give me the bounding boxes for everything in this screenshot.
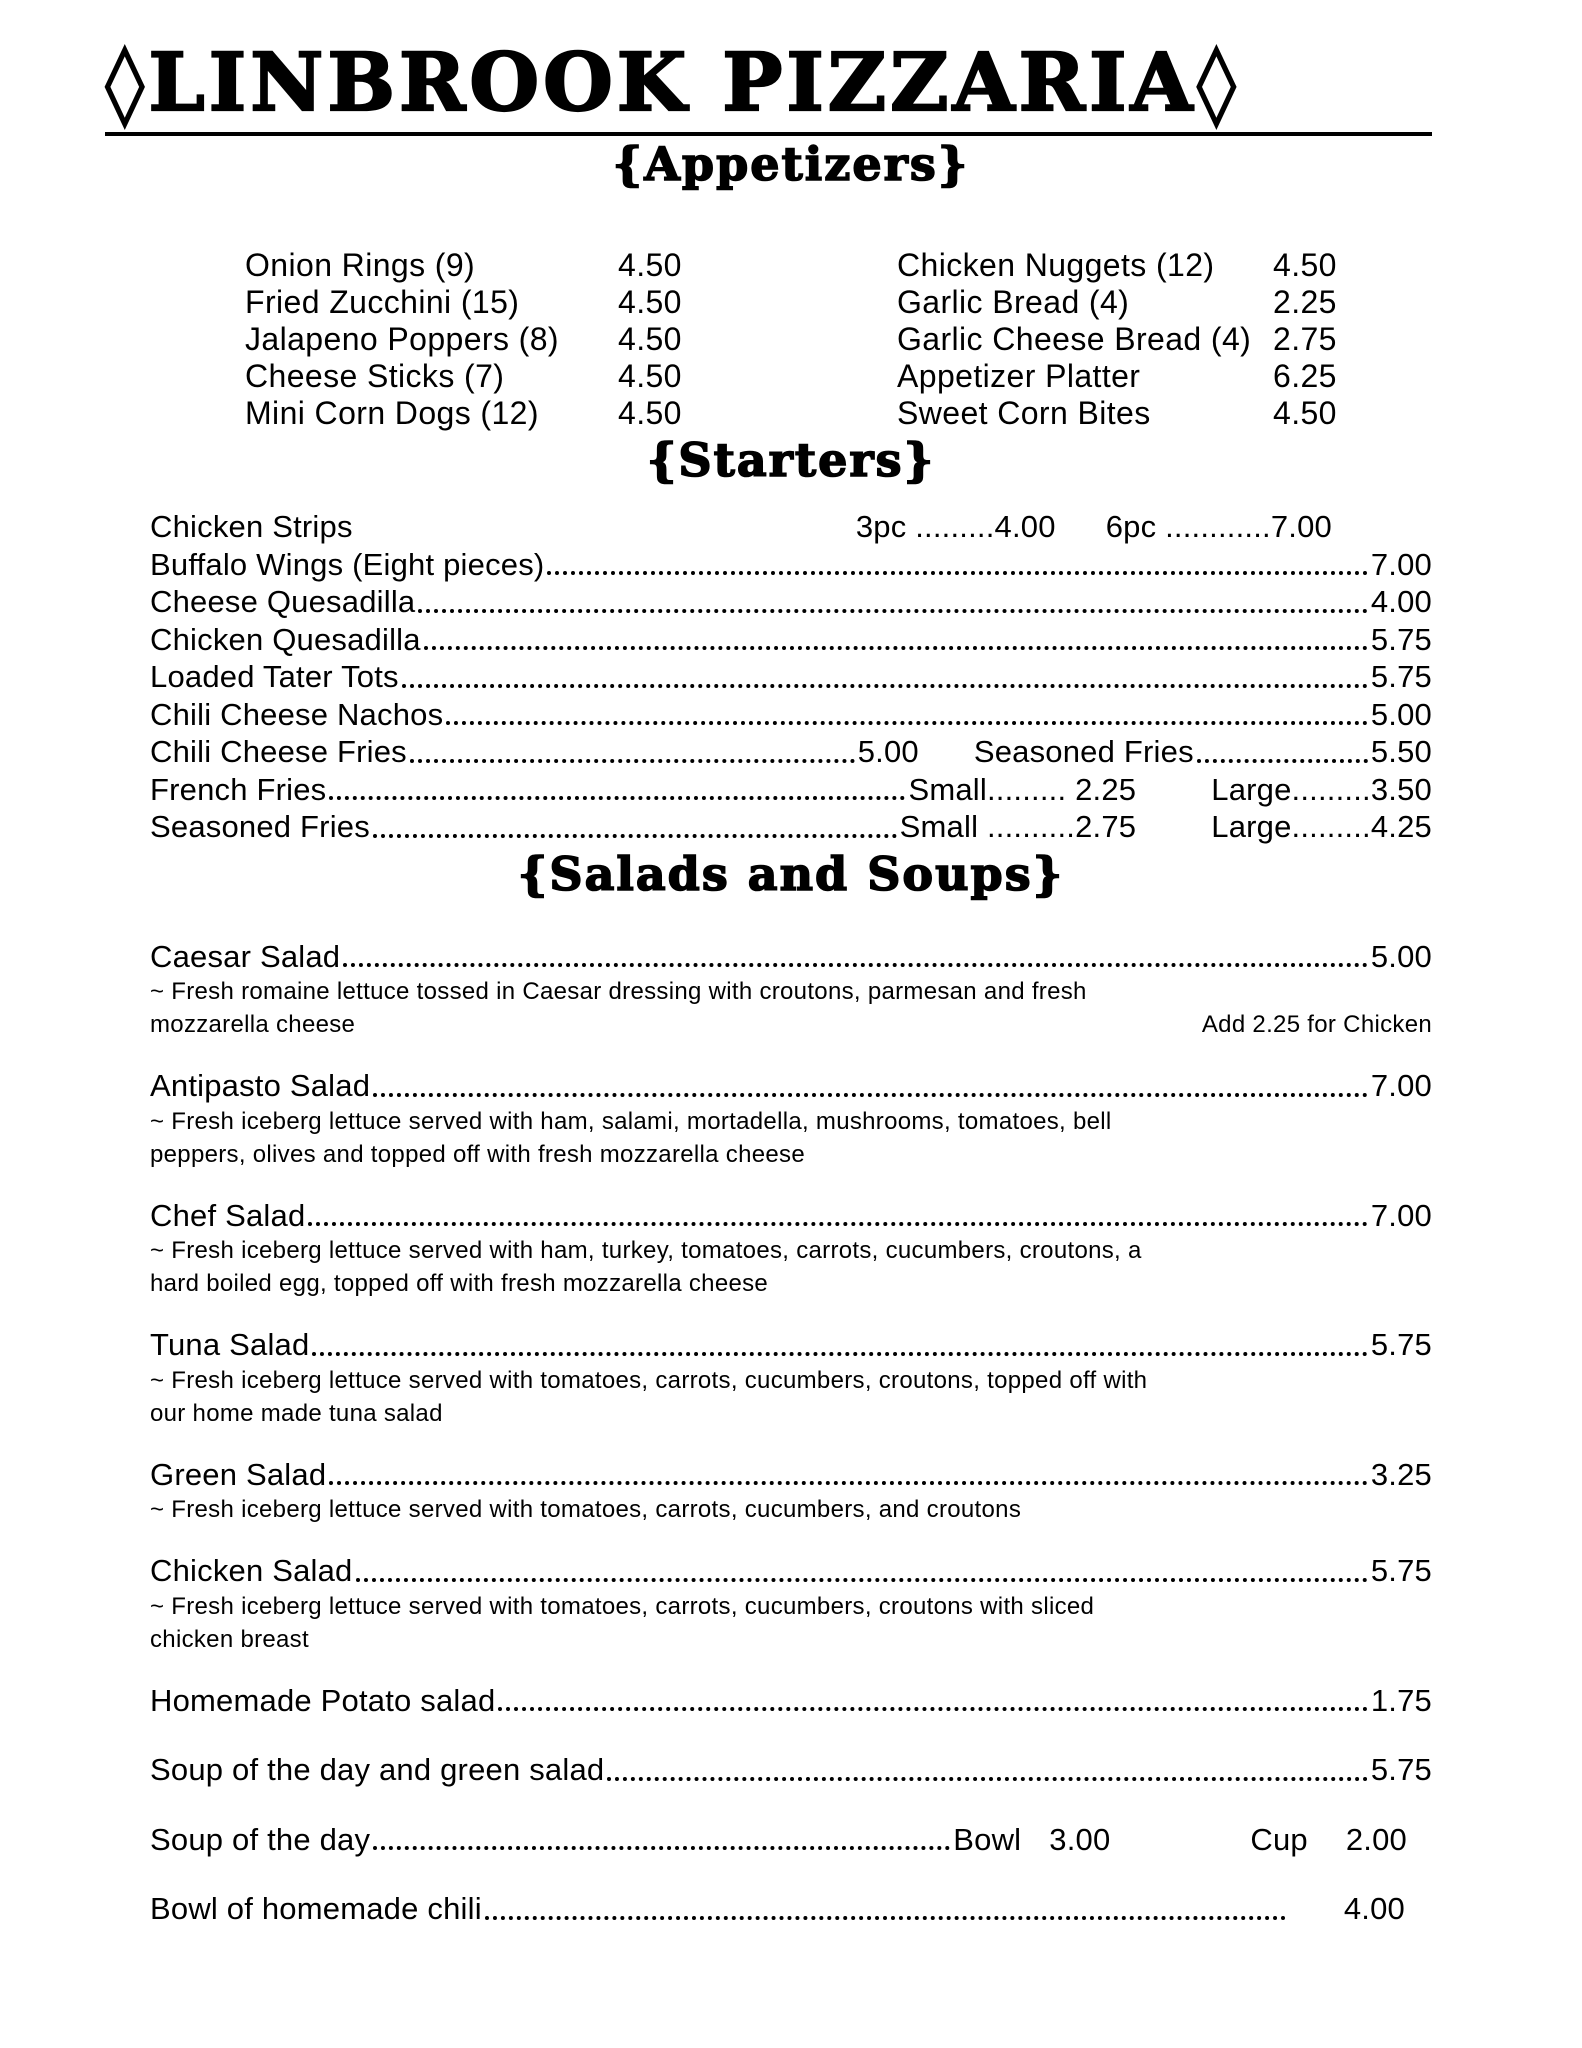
dot-leader	[356, 1578, 1368, 1582]
menu-text: Soup of the day and green salad	[150, 1752, 605, 1787]
item-name: Onion Rings (9)	[245, 247, 476, 283]
dot-leader	[308, 1222, 1367, 1226]
appetizer-row	[897, 358, 1359, 395]
menu-text: French Fries	[150, 771, 327, 807]
soups-extras-list	[150, 1682, 1432, 1928]
menu-text: 5.75	[1370, 1553, 1432, 1588]
menu-line	[150, 808, 1432, 846]
item-description	[150, 1008, 1432, 1041]
menu-text: 5.00	[1370, 696, 1432, 732]
menu-text: 5.75	[1370, 621, 1432, 657]
section-heading-appetizers: {Appetizers}	[612, 137, 970, 191]
dot-leader	[410, 759, 855, 763]
menu-text: Chicken Quesadilla	[150, 621, 421, 657]
item-description	[150, 1397, 1432, 1430]
starters-list	[150, 508, 1432, 846]
menu-line	[150, 733, 1432, 771]
appetizer-row	[897, 321, 1359, 358]
menu-text: Buffalo Wings (Eight pieces)	[150, 546, 545, 582]
dot-leader	[312, 1352, 1367, 1356]
item-description	[150, 1105, 1432, 1138]
appetizer-row	[897, 284, 1359, 321]
dot-leader	[547, 571, 1367, 575]
menu-text: 4.00	[1370, 584, 1432, 619]
menu-text: Chicken Strips	[150, 509, 353, 544]
menu-text: 3.00	[1049, 1821, 1111, 1857]
menu-text: 2.00	[1345, 1821, 1407, 1857]
item-name: Appetizer Platter	[897, 358, 1141, 394]
menu-line	[150, 658, 1432, 696]
menu-line	[150, 1067, 1432, 1105]
item-price: 4.50	[618, 395, 682, 431]
item-price: 4.50	[618, 358, 682, 394]
menu-text: Cup	[1250, 1821, 1308, 1857]
item-price: 4.50	[618, 247, 682, 283]
menu-text: 7.00	[1370, 546, 1432, 582]
menu-text: 5.75	[1370, 659, 1432, 694]
menu-line	[150, 771, 1432, 809]
dot-leader	[607, 1777, 1368, 1781]
menu-text: 3pc .........4.00	[855, 509, 1056, 544]
menu-text: Large.........4.25	[1211, 809, 1432, 844]
item-description	[150, 975, 1432, 1008]
menu-text: 3.25	[1370, 1456, 1432, 1492]
dot-leader	[373, 1846, 950, 1850]
menu-text: Chili Cheese Nachos	[150, 696, 444, 732]
description-text: ~ Fresh iceberg lettuce served with ham, salami, mortadella, mushrooms, tomatoes, bell	[150, 1107, 1112, 1135]
menu-text: Green Salad	[150, 1456, 327, 1492]
appetizer-row	[245, 395, 703, 432]
dot-leader	[343, 963, 1368, 967]
dot-leader	[498, 1707, 1367, 1711]
menu-text: 7.00	[1370, 1068, 1432, 1103]
item-description	[150, 1623, 1432, 1656]
menu-line	[150, 1456, 1432, 1494]
menu-text: Caesar Salad	[150, 938, 341, 974]
menu-line	[150, 1890, 1432, 1928]
menu-text: 7.00	[1370, 1197, 1432, 1233]
menu-text: Tuna Salad	[150, 1327, 310, 1362]
item-name: Cheese Sticks (7)	[245, 358, 505, 394]
dot-leader	[373, 1093, 1368, 1097]
item-name: Jalapeno Poppers (8)	[245, 321, 559, 357]
item-name: Mini Corn Dogs (12)	[245, 395, 539, 431]
dot-leader	[485, 1916, 1286, 1920]
appetizers-right-column	[897, 247, 1359, 432]
dot-leader	[373, 834, 897, 838]
menu-text: 6pc ............7.00	[1105, 509, 1332, 544]
item-name: Chicken Nuggets (12)	[897, 247, 1215, 283]
item-price: 4.50	[618, 284, 682, 320]
menu-text: Seasoned Fries	[150, 809, 370, 844]
item-name: Garlic Cheese Bread (4)	[897, 321, 1252, 357]
menu-line	[150, 1682, 1432, 1720]
price-note: Add 2.25 for Chicken	[1201, 1011, 1432, 1038]
salad-item	[150, 1456, 1432, 1527]
salad-item	[150, 938, 1432, 1042]
appetizers-left-column	[245, 247, 703, 432]
diamond-icon: ◊	[105, 35, 149, 129]
menu-line	[150, 621, 1432, 659]
appetizer-row	[245, 358, 703, 395]
menu-text: Bowl of homemade chili	[150, 1891, 482, 1926]
menu-text: Chicken Salad	[150, 1553, 353, 1588]
item-description	[150, 1364, 1432, 1397]
description-text: peppers, olives and topped off with fresh mozzarella cheese	[150, 1140, 805, 1168]
appetizer-row	[897, 395, 1359, 432]
restaurant-title	[105, 36, 1432, 136]
menu-line	[150, 1326, 1432, 1364]
section-heading-salads-soups: {Salads and Soups}	[517, 846, 1065, 901]
item-name: Garlic Bread (4)	[897, 284, 1130, 320]
salad-item	[150, 1197, 1432, 1301]
item-price: 4.50	[1273, 247, 1337, 283]
salads-list	[150, 938, 1432, 1656]
appetizer-row	[245, 284, 703, 321]
item-name: Sweet Corn Bites	[897, 395, 1151, 431]
dot-leader	[418, 609, 1368, 613]
item-price: 2.25	[1273, 284, 1337, 320]
menu-text: 1.75	[1370, 1682, 1432, 1718]
menu-text: 5.75	[1370, 1752, 1432, 1787]
menu-text: Soup of the day	[150, 1821, 371, 1857]
menu-line	[150, 546, 1432, 584]
appetizer-row	[245, 321, 703, 358]
item-name: Fried Zucchini (15)	[245, 284, 520, 320]
description-text: ~ Fresh iceberg lettuce served with tomatoes, carrots, cucumbers, and croutons	[150, 1496, 1022, 1523]
menu-text: Large.........3.50	[1211, 771, 1432, 807]
item-description	[150, 1138, 1432, 1171]
menu-text: Antipasto Salad	[150, 1068, 371, 1103]
menu-text: Loaded Tater Tots	[150, 659, 399, 694]
appetizer-row	[245, 247, 703, 284]
menu-text: Seasoned Fries	[973, 734, 1194, 769]
menu-text: 4.00	[1343, 1891, 1405, 1926]
menu-text: Small......... 2.25	[908, 771, 1137, 807]
salad-item	[150, 1552, 1432, 1656]
description-text: our home made tuna salad	[150, 1399, 443, 1427]
dot-leader	[402, 684, 1368, 688]
salad-item	[150, 1067, 1432, 1171]
restaurant-title-text: LINBROOK PIZZARIA	[148, 35, 1197, 129]
menu-line	[150, 938, 1432, 976]
dot-leader	[1197, 759, 1368, 763]
menu-line	[150, 1552, 1432, 1590]
appetizer-row	[897, 247, 1359, 284]
diamond-icon: ◊	[1196, 35, 1241, 129]
menu-text: 5.00	[1370, 938, 1432, 974]
item-price: 4.50	[1273, 395, 1337, 431]
menu-text: 5.75	[1370, 1327, 1432, 1362]
item-description	[150, 1234, 1432, 1267]
menu-line	[150, 1197, 1432, 1235]
menu-text: Chili Cheese Fries	[150, 734, 407, 769]
item-price: 6.25	[1273, 358, 1337, 394]
appetizers-columns	[245, 247, 1432, 432]
menu-text: Cheese Quesadilla	[150, 584, 416, 619]
menu-line	[150, 508, 1432, 546]
description-text: ~ Fresh iceberg lettuce served with tomatoes, carrots, cucumbers, croutons, topped off with	[150, 1366, 1148, 1394]
menu-text: 5.50	[1370, 734, 1432, 769]
item-description	[150, 1267, 1432, 1300]
menu-text: Bowl	[953, 1821, 1022, 1857]
description-text: chicken breast	[150, 1625, 309, 1653]
description-text: ~ Fresh iceberg lettuce served with tomatoes, carrots, cucumbers, croutons with sliced	[150, 1592, 1095, 1620]
salad-item	[150, 1326, 1432, 1430]
menu-text: 5.00	[857, 734, 919, 769]
dot-leader	[424, 646, 1368, 650]
description-text: ~ Fresh romaine lettuce tossed in Caesar dressing with croutons, parmesan and fresh	[150, 978, 1087, 1005]
description-text: hard boiled egg, topped off with fresh mozzarella cheese	[150, 1270, 769, 1297]
menu-line	[150, 1821, 1432, 1859]
menu-text: Chef Salad	[150, 1197, 306, 1233]
menu-text: Homemade Potato salad	[150, 1682, 496, 1718]
dot-leader	[329, 796, 905, 800]
item-price: 2.75	[1273, 321, 1337, 357]
item-description	[150, 1493, 1432, 1526]
dot-leader	[329, 1481, 1368, 1485]
description-text: mozzarella cheese	[150, 1011, 356, 1038]
menu-line	[150, 583, 1432, 621]
menu-line	[150, 1751, 1432, 1789]
menu-text: Small ..........2.75	[899, 809, 1137, 844]
menu-line	[150, 696, 1432, 734]
section-heading-starters: {Starters}	[646, 433, 936, 487]
item-description	[150, 1590, 1432, 1623]
dot-leader	[446, 721, 1368, 725]
description-text: ~ Fresh iceberg lettuce served with ham, turkey, tomatoes, carrots, cucumbers, croutons, a	[150, 1237, 1142, 1264]
item-price: 4.50	[618, 321, 682, 357]
